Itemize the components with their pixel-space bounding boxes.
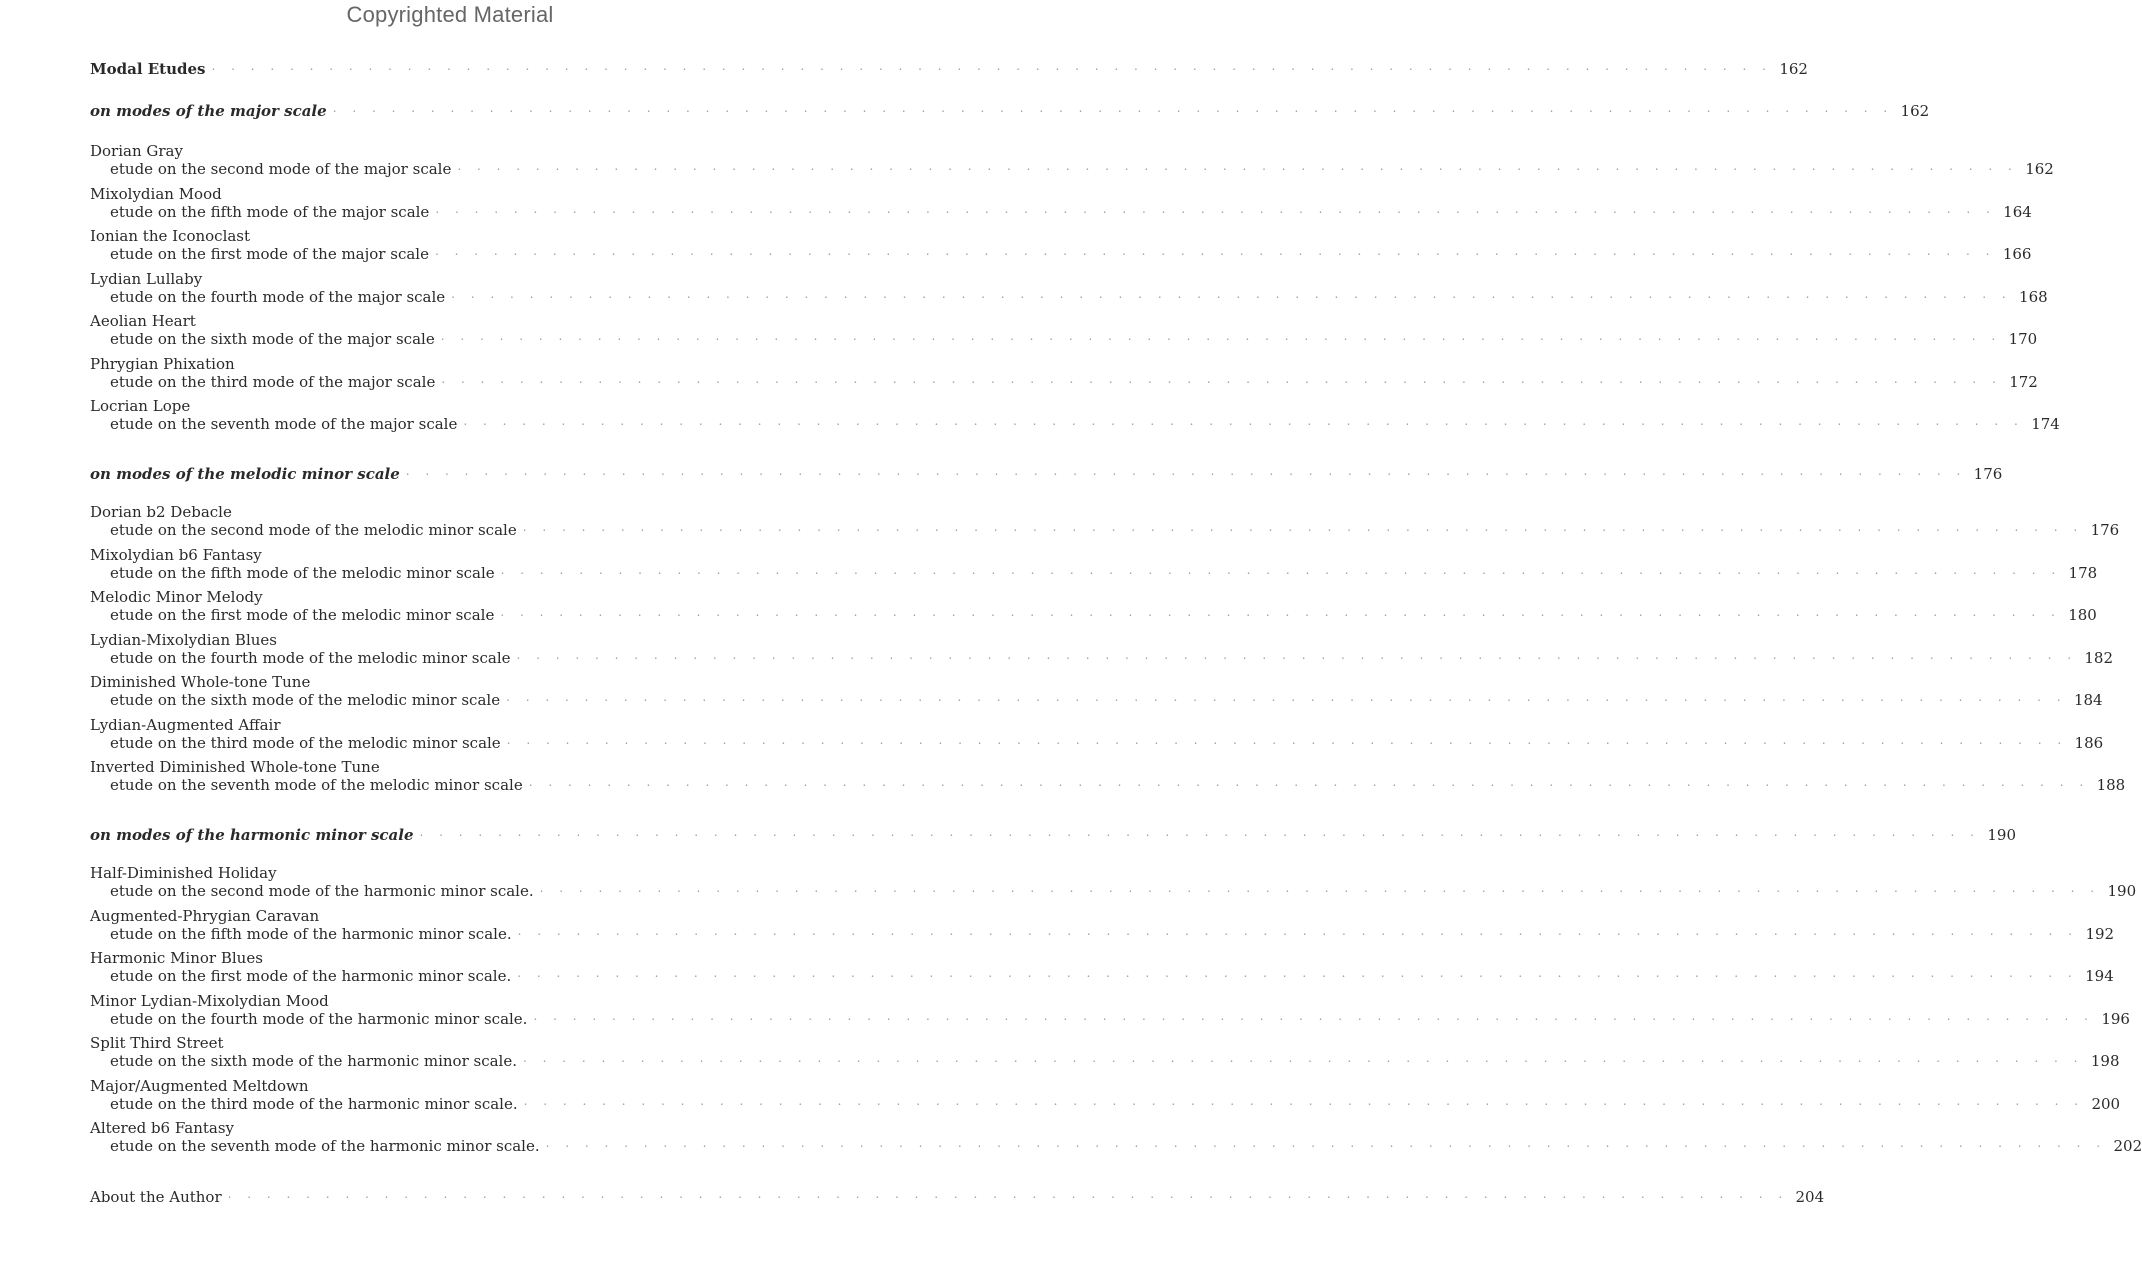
toc-entry[interactable] [90,369,2038,391]
toc-entry-title[interactable]: Minor Lydian-Mixolydian Mood [90,991,329,1010]
toc-entry-title[interactable]: Half-Diminished Holiday [90,864,277,882]
toc-entry[interactable] [90,687,2103,709]
toc-entry[interactable] [90,199,2032,221]
toc-entry-label: etude on the first mode of the harmonic minor scale. [110,967,512,985]
toc-entry-title[interactable]: Lydian Lullaby [90,269,203,288]
leader-dots: . . . . . . . . . . . . . . . . . . . . . . . . . . . . . . . . . . . . . . . . . . . . . . . . . . . . . . . . . . . . . . . . . . . . . . . . . . . . . . . . [441,371,2002,386]
page-number: 190 [2107,882,2137,900]
toc-entry-title[interactable]: Lydian-Mixolydian Blues [90,630,277,649]
leader-dots: . . . . . . . . . . . . . . . . . . . . . . . . . . . . . . . . . . . . . . . . . . . . . . . . . . . . . . . . . . . . . . . . . . . . . . . . . . . . . . . . [227,1187,1789,1201]
leader-dots: . . . . . . . . . . . . . . . . . . . . . . . . . . . . . . . . . . . . . . . . . . . . . . . . . . . . . . . . . . . . . . . . . . . . . . . . . . . . . . . . [523,1051,2084,1065]
toc-entry-label: etude on the second mode of the melodic minor scale [110,521,517,539]
toc-section-0-label: on modes of the major scale [90,102,327,120]
toc-entry-title[interactable]: Dorian Gray [90,142,183,160]
leader-dots: . . . . . . . . . . . . . . . . . . . . . . . . . . . . . . . . . . . . . . . . . . . . . . . . . . . . . . . . . . . . . . . . . . . . . . . . . . . . . . . . [516,647,2078,662]
page-number: 164 [2003,202,2032,221]
toc-entry[interactable] [90,602,2097,624]
leader-dots: . . . . . . . . . . . . . . . . . . . . . . . . . . . . . . . . . . . . . . . . . . . . . . . . . . . . . . . . . . . . . . . . . . . . . . . . . . . . . . . . [545,1136,2107,1150]
page-number: 182 [2084,648,2114,667]
page-number: 186 [2074,733,2104,752]
page-number: 178 [2068,563,2098,582]
page-number: 196 [2101,1009,2130,1028]
toc-entry-label: etude on the second mode of the harmonic minor scale. [110,882,534,900]
page-number: 188 [2096,776,2126,794]
toc-entry-title[interactable]: Altered b6 Fantasy [90,1119,235,1137]
leader-dots: . . . . . . . . . . . . . . . . . . . . . . . . . . . . . . . . . . . . . . . . . . . . . . . . . . . . . . . . . . . . . . . . . . . . . . . . . . . . . . . . [533,1008,2094,1023]
toc-about-the-author-label: About the Author [90,1188,222,1206]
toc-entry-label: etude on the third mode of the major scale [110,372,436,391]
toc-entry-label: etude on the seventh mode of the melodic minor scale [110,776,523,794]
toc-entry[interactable] [90,284,2048,306]
toc-entry[interactable] [90,878,2137,900]
toc-entry-title[interactable]: Ionian the Iconoclast [90,227,251,245]
toc-entry-title[interactable]: Locrian Lope [90,397,191,415]
page-number: 194 [2085,967,2114,985]
toc-entry[interactable] [90,645,2114,667]
leader-dots: . . . . . . . . . . . . . . . . . . . . . . . . . . . . . . . . . . . . . . . . . . . . . . . . . . . . . . . . . . . . . . . . . . . . . . . . . . . . . . . . [211,59,1772,73]
toc-entry[interactable] [90,772,2126,794]
toc-entry-label: etude on the sixth mode of the major scale [110,330,435,348]
toc-entry-label: etude on the fourth mode of the major scale [110,287,446,306]
toc-entry-title[interactable]: Major/Augmented Meltdown [90,1076,309,1095]
toc-entry-label: etude on the seventh mode of the harmonic minor scale. [110,1137,540,1155]
toc-entry-label: etude on the third mode of the harmonic minor scale. [110,1094,518,1113]
page-number: 180 [2068,606,2097,624]
toc-entry[interactable] [90,156,2054,178]
leader-dots: . . . . . . . . . . . . . . . . . . . . . . . . . . . . . . . . . . . . . . . . . . . . . . . . . . . . . . . . . . . . . . . . . . . . . . . . . . . . . . . . [506,732,2068,747]
toc-entry-label: etude on the fifth mode of the major scale [110,202,430,221]
toc-entry-label: etude on the sixth mode of the melodic minor scale [110,691,501,709]
toc-section-0[interactable] [90,98,1930,120]
toc-entry[interactable] [90,560,2098,582]
toc-entry-title[interactable]: Lydian-Augmented Affair [90,715,281,734]
toc-entry-title[interactable]: Diminished Whole-tone Tune [90,673,311,691]
toc-entry-label: etude on the fifth mode of the melodic minor scale [110,563,495,582]
page-number: 166 [2002,245,2032,263]
page-number: 162 [1900,102,1930,120]
page-number: 176 [2090,521,2120,539]
leader-dots: . . . . . . . . . . . . . . . . . . . . . . . . . . . . . . . . . . . . . . . . . . . . . . . . . . . . . . . . . . . . . . . . . . . . . . . . . . . . . . . . [506,690,2067,704]
leader-dots: . . . . . . . . . . . . . . . . . . . . . . . . . . . . . . . . . . . . . . . . . . . . . . . . . . . . . . . . . . . . . . . . . . . . . . . . . . . . . . . . [517,923,2079,938]
page-number: 202 [2113,1137,2142,1155]
leader-dots: . . . . . . . . . . . . . . . . . . . . . . . . . . . . . . . . . . . . . . . . . . . . . . . . . . . . . . . . . . . . . . . . . . . . . . . . . . . . . . . . [500,605,2061,619]
toc-entry-title[interactable]: Harmonic Minor Blues [90,949,263,967]
toc-entry[interactable] [90,411,2060,433]
leader-dots: . . . . . . . . . . . . . . . . . . . . . . . . . . . . . . . . . . . . . . . . . . . . . . . . . . . . . . . . . . . . . . . . . . . . . . . . . . . . . . . . [528,775,2090,789]
toc-entry-title[interactable]: Mixolydian Mood [90,184,222,203]
toc-entry[interactable] [90,1048,2120,1070]
leader-dots: . . . . . . . . . . . . . . . . . . . . . . . . . . . . . . . . . . . . . . . . . . . . . . . . . . . . . . . . . . . . . . . . . . . . . . . . . . . . . . . . [539,881,2101,895]
page-number: 204 [1795,1188,1825,1206]
leader-dots: . . . . . . . . . . . . . . . . . . . . . . . . . . . . . . . . . . . . . . . . . . . . . . . . . . . . . . . . . . . . . . . . . . . . . . . . . . . . . . . . [435,201,1996,216]
toc-entry-title[interactable]: Melodic Minor Melody [90,588,263,606]
toc-entry-title[interactable]: Phrygian Phixation [90,354,235,373]
leader-dots: . . . . . . . . . . . . . . . . . . . . . . . . . . . . . . . . . . . . . . . . . . . . . . . . . . . . . . . . . . . . . . . . . . . . . . . . . . . . . . . . [440,329,2002,343]
page-number: 170 [2008,330,2038,348]
toc-entry-label: etude on the seventh mode of the major scale [110,415,458,433]
toc-entry-label: etude on the second mode of the major scale [110,160,452,178]
page-number: 172 [2009,372,2038,391]
toc-entry-title[interactable]: Aeolian Heart [90,312,196,330]
toc-entry[interactable] [90,326,2038,348]
toc-heading-modal-etudes-label: Modal Etudes [90,60,206,78]
leader-dots: . . . . . . . . . . . . . . . . . . . . . . . . . . . . . . . . . . . . . . . . . . . . . . . . . . . . . . . . . . . . . . . . . . . . . . . . . . . . . . . . [434,244,1996,258]
leader-dots: . . . . . . . . . . . . . . . . . . . . . . . . . . . . . . . . . . . . . . . . . . . . . . . . . . . . . . . . . . . . . . . . . . . . . . . . . . . . . . . . [451,286,2012,301]
toc-entry-label: etude on the fourth mode of the harmonic minor scale. [110,1009,528,1028]
toc-entry[interactable] [90,1091,2121,1113]
toc-section-2-label: on modes of the harmonic minor scale [90,826,414,844]
toc-entry-title[interactable]: Inverted Diminished Whole-tone Tune [90,758,380,776]
toc-heading-modal-etudes[interactable] [90,56,1808,78]
page-number: 200 [2091,1094,2121,1113]
leader-dots: . . . . . . . . . . . . . . . . . . . . . . . . . . . . . . . . . . . . . . . . . . . . . . . . . . . . . . . . . . . . . . . . . . . . . . . . . . . . . . . . [523,1093,2085,1108]
page-number: 162 [1779,60,1808,78]
toc-entry-label: etude on the first mode of the melodic minor scale [110,606,495,624]
leader-dots: . . . . . . . . . . . . . . . . . . . . . . . . . . . . . . . . . . . . . . . . . . . . . . . . . . . . . . . . . . . . . . . . . . . . . . . . . . . . . . . . [419,825,1980,839]
page-number: 192 [2085,924,2115,943]
toc-entry[interactable] [90,1006,2130,1028]
leader-dots: . . . . . . . . . . . . . . . . . . . . . . . . . . . . . . . . . . . . . . . . . . . . . . . . . . . . . . . . . . . . . . . . . . . . . . . . . . . . . . . . [405,464,1967,478]
toc-entry[interactable] [90,1133,2142,1155]
leader-dots: . . . . . . . . . . . . . . . . . . . . . . . . . . . . . . . . . . . . . . . . . . . . . . . . . . . . . . . . . . . . . . . . . . . . . . . . . . . . . . . . [332,101,1894,115]
leader-dots: . . . . . . . . . . . . . . . . . . . . . . . . . . . . . . . . . . . . . . . . . . . . . . . . . . . . . . . . . . . . . . . . . . . . . . . . . . . . . . . . [522,520,2084,534]
leader-dots: . . . . . . . . . . . . . . . . . . . . . . . . . . . . . . . . . . . . . . . . . . . . . . . . . . . . . . . . . . . . . . . . . . . . . . . . . . . . . . . . [500,562,2062,577]
toc-entry-title[interactable]: Dorian b2 Debacle [90,503,232,521]
toc-entry-title[interactable]: Augmented-Phrygian Caravan [90,906,320,925]
toc-about-the-author[interactable] [90,1184,1825,1206]
page-number: 184 [2073,691,2103,709]
toc-entry-title[interactable]: Mixolydian b6 Fantasy [90,545,262,564]
toc-entry[interactable] [90,921,2115,943]
page-number: 198 [2090,1052,2120,1070]
toc-section-1[interactable] [90,461,2003,483]
page-number: 190 [1987,826,2016,844]
toc-entry-label: etude on the third mode of the melodic minor scale [110,733,501,752]
toc-entry[interactable] [90,730,2104,752]
toc-entry-label: etude on the sixth mode of the harmonic minor scale. [110,1052,517,1070]
page-number: 168 [2019,287,2048,306]
page-number: 174 [2031,415,2060,433]
toc-entry-label: etude on the fifth mode of the harmonic minor scale. [110,924,512,943]
toc-entry-label: etude on the first mode of the major scale [110,245,429,263]
toc-section-1-label: on modes of the melodic minor scale [90,465,400,483]
leader-dots: . . . . . . . . . . . . . . . . . . . . . . . . . . . . . . . . . . . . . . . . . . . . . . . . . . . . . . . . . . . . . . . . . . . . . . . . . . . . . . . . [457,159,2018,173]
toc-entry[interactable] [90,517,2120,539]
page-number: 176 [1973,465,2003,483]
page-number: 162 [2025,160,2054,178]
toc-entry-label: etude on the fourth mode of the melodic minor scale [110,648,511,667]
watermark: Copyrighted Material [346,2,554,27]
toc-entry[interactable] [90,963,2114,985]
leader-dots: . . . . . . . . . . . . . . . . . . . . . . . . . . . . . . . . . . . . . . . . . . . . . . . . . . . . . . . . . . . . . . . . . . . . . . . . . . . . . . . . [517,966,2078,980]
toc-entry-title[interactable]: Split Third Street [90,1034,224,1052]
toc-section-2[interactable] [90,822,2016,844]
toc-entry[interactable] [90,241,2032,263]
leader-dots: . . . . . . . . . . . . . . . . . . . . . . . . . . . . . . . . . . . . . . . . . . . . . . . . . . . . . . . . . . . . . . . . . . . . . . . . . . . . . . . . [463,414,2024,428]
